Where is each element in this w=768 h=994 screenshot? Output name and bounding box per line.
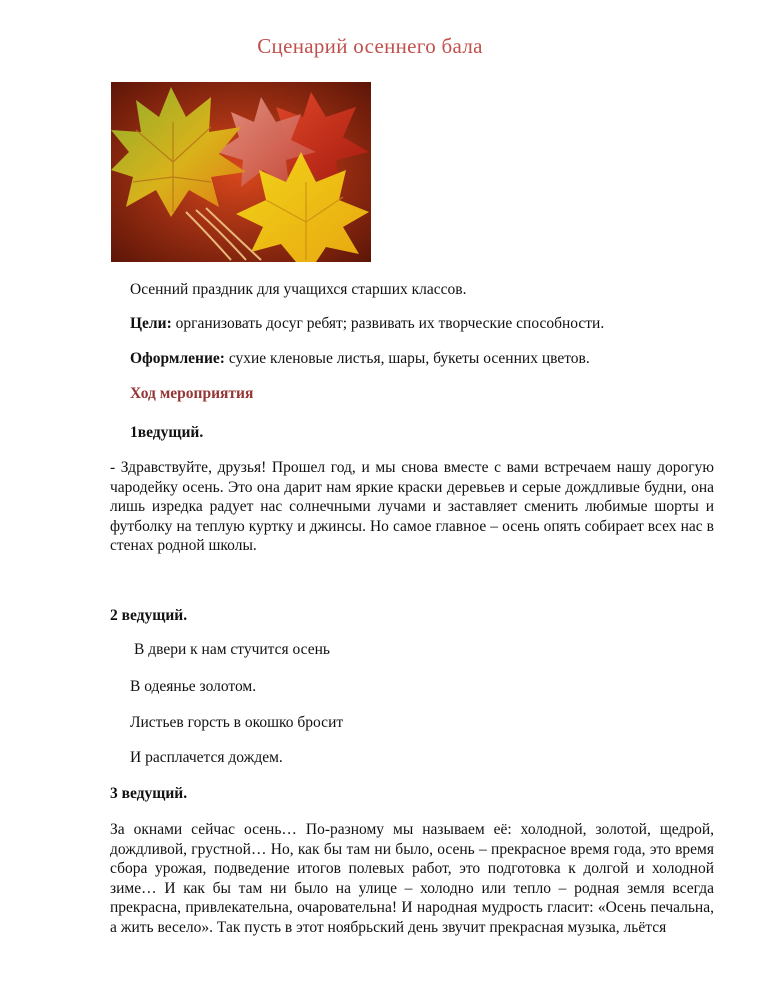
goals-label: Цели: (130, 315, 172, 332)
poem-line-3: Листьев горсть в окошко бросит (130, 714, 344, 731)
decor-text: сухие кленовые листья, шары, букеты осенних цветов. (224, 350, 590, 367)
event-heading: Ход мероприятия (130, 385, 254, 402)
poem-line-1: В двери к нам стучится осень (134, 641, 330, 658)
intro-line: Осенний праздник для учащихся старших классов. (130, 281, 467, 298)
host3-label: 3 ведущий. (110, 785, 188, 802)
host1-speech: - Здравствуйте, друзья! Прошел год, и мы снова вместе с вами встречаем нашу дорогую чародейку осень. Это она дарит нам яркие краски деревьев и серые дождливые будни, она лишь изредка радует нас солнечными лучами и заставляет сменить любимые шорты и футболку на теплую куртку и джинсы. Но самое главное – осень опять собирает всех нас в стенах родной школы. (110, 459, 714, 554)
decor-line (130, 349, 590, 368)
decor-label: Оформление: (130, 350, 225, 367)
goals-text: организовать досуг ребят; развивать их творческие способности. (171, 315, 605, 332)
goals-line (130, 314, 604, 333)
poem-line-4: И расплачется дождем. (130, 749, 283, 766)
host1-label: 1ведущий. (130, 424, 204, 441)
poem-line-2: В одеянье золотом. (130, 678, 257, 695)
host2-label: 2 ведущий. (110, 607, 188, 624)
document-title: Сценарий осеннего бала (257, 34, 483, 58)
host3-speech: За окнами сейчас осень… По-разному мы называем её: холодной, золотой, щедрой, дождливой, грустной… Но, как бы там ни было, осень – прекрасное время года, это время сбора урожая, подведение итогов полевых работ, это подготовка к долгой и холодной зиме… И как бы там ни было на улице – холодно или тепло – родная земля всегда прекрасна, привлекательна, очаровательна! И народная мудрость гласит: «Осень печальна, а жить весело». Так пусть в этот ноябрьский день звучит прекрасная музыка, льётся (110, 821, 714, 936)
maple-leaves-image (111, 82, 371, 262)
